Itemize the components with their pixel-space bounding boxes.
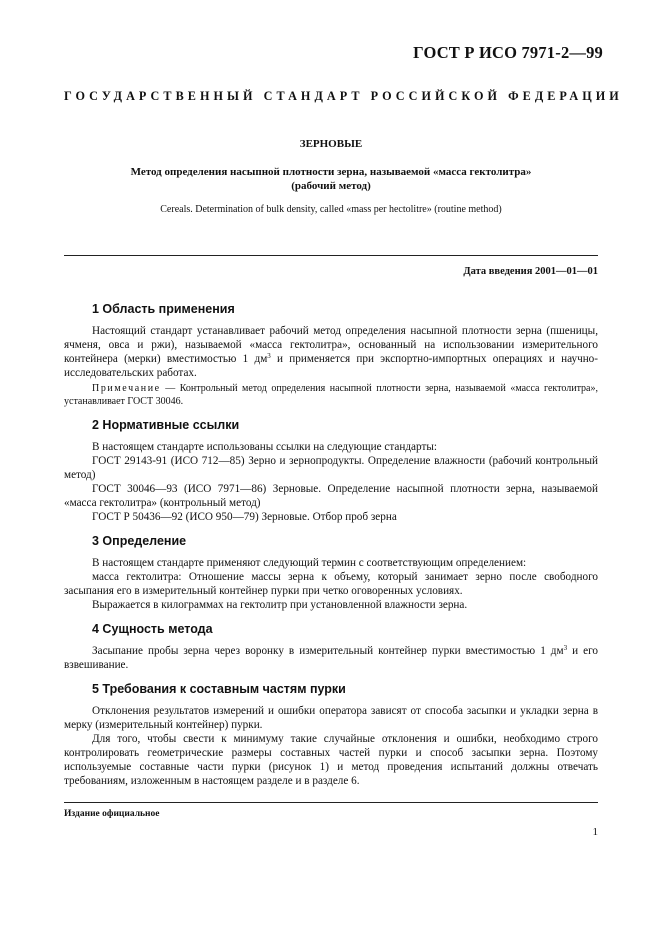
paragraph: В настоящем стандарте использованы ссылки на следующие стандарты: <box>92 441 437 453</box>
section-heading: 1 Область применения <box>92 302 235 316</box>
paragraph: Настоящий стандарт устанавливает рабочий метод определения насыпной плотности зерна (пшеницы, ячменя, овса и ржи), называемой «масса гектолитра», основанный на использовании измерительного контейнера (мерки) вместимостью 1 $дм^3$ и применяется при экспортно-импортных операциях и научно-исследовательских работах. <box>64 325 598 379</box>
paragraph: В настоящем стандарте применяют следующий термин с соответствующим определением: <box>92 557 527 569</box>
reference-item: ГОСТ 30046—93 (ИСО 7971—86) Зерновые. Определение насыпной плотности зерна, называемой «масса гектолитра» (контрольный метод) <box>64 483 598 509</box>
official-edition-label: Издание официальное <box>64 809 160 819</box>
reference-item: ГОСТ Р 50436—92 (ИСО 950—79) Зерновые. Отбор проб зерна <box>92 511 397 523</box>
note: Примечание — Контрольный метод определения насыпной плотности зерна, называемой «масса гектолитра», устанавливает ГОСТ 30046. <box>64 383 598 407</box>
reference-item: ГОСТ 29143-91 (ИСО 712—85) Зерно и зернопродукты. Определение влажности (рабочий контрольный метод) <box>64 455 598 481</box>
top-divider <box>64 255 598 256</box>
english-title: Cereals. Determination of bulk density, called «mass per hectolitre» (routine method) <box>160 204 502 215</box>
page-number: 1 <box>592 826 598 838</box>
section-heading: 4 Сущность метода <box>92 622 213 636</box>
paragraph: Для того, чтобы свести к минимуму такие случайные отклонения и ошибки, необходимо строго контролировать геометрические размеры составных частей пурки и способ засыпки зерна. Поэтому используемые составные части пурки (рисунок 1) и метод проведения испытаний должны отвечать требованиям, изложенным в настоящем разделе и в разделе 6. <box>64 733 598 787</box>
section-5 <box>64 681 598 788</box>
section-heading: 2 Нормативные ссылки <box>92 418 240 432</box>
paragraph: Выражается в килограммах на гектолитр при установленной влажности зерна. <box>92 599 468 611</box>
definition: масса гектолитра: Отношение массы зерна к объему, который занимает зерно после свободного засыпания его в измерительный контейнер пурки при четко оговоренных условиях. <box>64 571 598 597</box>
document-subtitle <box>64 166 598 193</box>
note-label: Примечание <box>92 383 161 394</box>
section-heading: 5 Требования к составным частям пурки <box>92 682 346 696</box>
document-title: ЗЕРНОВЫЕ <box>299 138 363 150</box>
document-code: ГОСТ Р ИСО 7971-2—99 <box>413 43 603 62</box>
subtitle-line-2: (рабочий метод) <box>291 179 371 192</box>
footer-divider <box>64 802 598 803</box>
section-heading: 3 Определение <box>92 534 187 548</box>
introduction-date: Дата введения 2001—01—01 <box>463 266 598 277</box>
section-3 <box>64 533 598 612</box>
subtitle-line-1: Метод определения насыпной плотности зерна, называемой «масса гектолитра» <box>130 166 532 178</box>
document-body <box>64 301 598 797</box>
section-4 <box>64 621 598 672</box>
section-2 <box>64 417 598 524</box>
section-1 <box>64 301 598 408</box>
paragraph: Отклонения результатов измерений и ошибки оператора зависят от способа засыпки и укладки зерна в мерку (измерительный контейнер) пурки. <box>64 705 598 731</box>
paragraph: Засыпание пробы зерна через воронку в измерительный контейнер пурки вместимостью 1 $дм^3$ и его взвешивание. <box>64 644 598 671</box>
standard-header: ГОСУДАРСТВЕННЫЙ СТАНДАРТ РОССИЙСКОЙ ФЕДЕРАЦИИ <box>64 89 623 103</box>
